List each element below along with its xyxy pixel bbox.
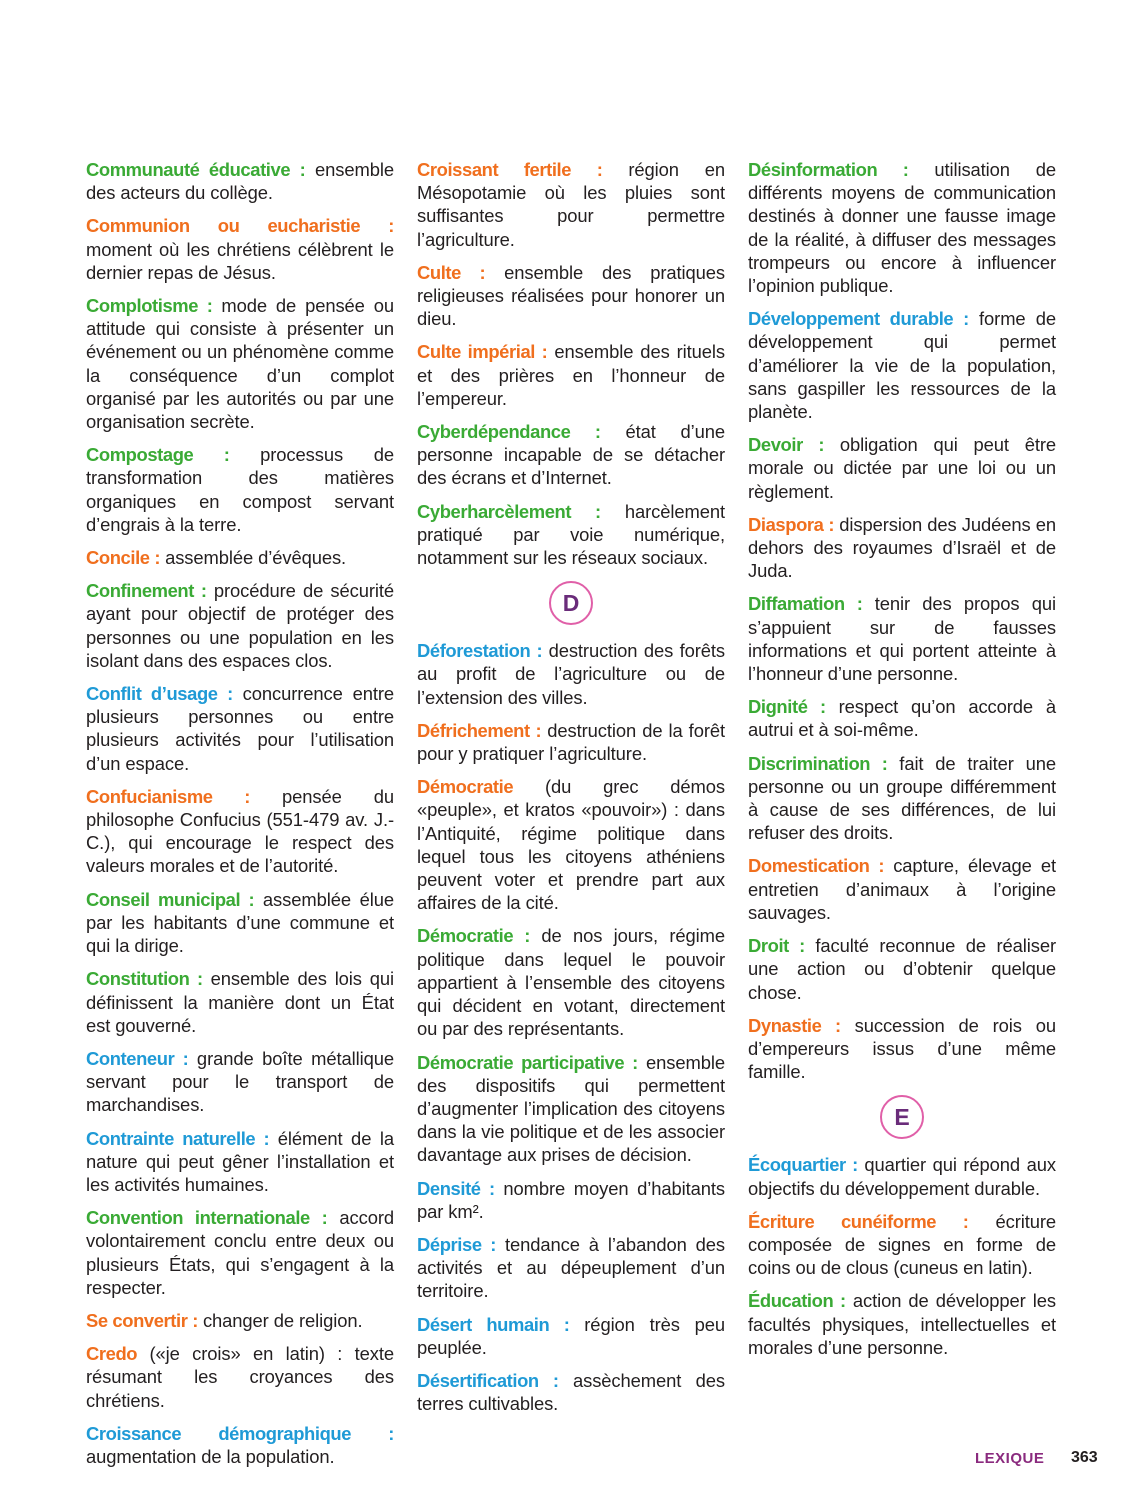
glossary-term: Écriture cunéiforme :: [748, 1210, 969, 1232]
glossary-entry: [86, 785, 394, 878]
glossary-entry: [417, 924, 725, 1040]
glossary-entry: [748, 433, 1056, 503]
glossary-definition: ensemble des dispositifs qui permettent d’augmenter l’implication des citoyens dans la vie politique et de les associer davantage aux prises de décision.: [417, 1051, 725, 1166]
glossary-entry: [417, 719, 725, 765]
glossary-entry: [748, 695, 1056, 741]
glossary-definition: tendance à l’abandon des activités et au dépeuplement d’un territoire.: [417, 1233, 725, 1302]
glossary-entry: [748, 158, 1056, 297]
glossary-definition: destruction des forêts au profit de l’agriculture ou de l’extension des villes.: [417, 640, 725, 708]
glossary-definition: mode de pensée ou attitude qui consiste à présenter un événement ou un phénomène comme la conséquence d’un complot organisé par les autorités ou par une organisation secrète.: [86, 295, 394, 433]
glossary-term: Déforestation :: [417, 640, 543, 662]
glossary-definition: dispersion des Judéens en dehors des royaumes d’Israël et de Juda.: [748, 513, 1056, 582]
glossary-definition: région très peu peuplée.: [417, 1313, 725, 1358]
glossary-term: Cyberdépendance :: [417, 421, 601, 443]
glossary-term: Conteneur :: [86, 1047, 189, 1069]
glossary-term: Diffamation :: [748, 593, 863, 615]
glossary-entry: [417, 1313, 725, 1359]
glossary-entry: [86, 1127, 394, 1197]
glossary-entry: [86, 546, 394, 569]
glossary-term: Dignité :: [748, 696, 826, 718]
glossary-term: Écoquartier :: [748, 1154, 858, 1176]
glossary-entry: [748, 1153, 1056, 1199]
glossary-entry: [86, 579, 394, 672]
glossary-entry: [748, 854, 1056, 924]
glossary-term: Confucianisme :: [86, 785, 251, 807]
glossary-entry: [86, 443, 394, 536]
glossary-definition: accord volontairement conclu entre deux ou plusieurs États, qui s’engagent à la respecter.: [86, 1207, 395, 1298]
page-number: 363: [1071, 1449, 1098, 1466]
glossary-term: Croissance démographique :: [86, 1422, 394, 1444]
glossary-term: Désinformation :: [748, 159, 909, 180]
glossary-entry: [86, 1422, 394, 1468]
glossary-entry: [86, 1047, 394, 1117]
glossary-term: Compostage :: [86, 444, 230, 466]
glossary-term: Démocratie: [417, 776, 514, 798]
glossary-entry: [86, 1206, 394, 1299]
glossary-definition: processus de transformation des matières organiques en compost servant d’engrais à la terre.: [86, 444, 394, 535]
glossary-definition: ensemble des acteurs du collège.: [86, 159, 394, 204]
letter-heading: D: [549, 581, 593, 625]
glossary-entry: [417, 1177, 725, 1223]
glossary-term: Éducation :: [748, 1290, 846, 1312]
glossary-definition: de nos jours, régime politique dans lequel le pouvoir appartient à l’ensemble des citoyens qui décident en votant, directement ou par des représentants.: [417, 925, 725, 1040]
glossary-entry: [748, 752, 1056, 845]
glossary-definition: élément de la nature qui peut gêner l’installation et les activités humaines.: [86, 1127, 394, 1195]
glossary-entry: [417, 500, 725, 570]
glossary-definition: harcèlement pratiqué par voie numérique, notamment sur les réseaux sociaux.: [417, 500, 725, 569]
glossary-definition: respect qu’on accorde à autrui et à soi-même.: [748, 696, 1056, 741]
glossary-entry: [86, 1342, 394, 1412]
glossary-term: Conflit d’usage :: [86, 683, 233, 705]
letter-heading: E: [880, 1095, 924, 1139]
glossary-entry: [86, 1309, 394, 1332]
glossary-term: Convention internationale :: [86, 1207, 328, 1229]
glossary-definition: utilisation de différents moyens de communication destinés à donner une fausse image de la réalité, à diffuser des messages trompeurs ou encore à influencer l’opinion publique.: [748, 159, 1056, 297]
glossary-definition: quartier qui répond aux objectifs du développement durable.: [748, 1154, 1057, 1199]
glossary-definition: état d’une personne incapable de se détacher des écrans et d’Internet.: [417, 421, 726, 489]
glossary-term: Concile :: [86, 547, 161, 569]
glossary-definition: action de développer les facultés physiques, intellectuelles et morales d’une personne.: [748, 1290, 1056, 1358]
glossary-term: Conseil municipal :: [86, 888, 255, 910]
glossary-term: Dynastie :: [748, 1014, 841, 1036]
glossary-definition: succession de rois ou d’empereurs issus d’une même famille.: [748, 1014, 1056, 1083]
glossary-term: Domestication :: [748, 855, 885, 877]
glossary-definition: obligation qui peut être morale ou dictée par une loi ou un règlement.: [748, 434, 1056, 502]
glossary-term: Discrimination :: [748, 752, 888, 774]
glossary-entry: [748, 513, 1056, 583]
glossary-term: Désertification :: [417, 1369, 559, 1391]
glossary-entry: [748, 1014, 1056, 1084]
glossary-definition: capture, élevage et entretien d’animaux à l’origine sauvages.: [748, 855, 1056, 923]
glossary-term: Croissant fertile :: [417, 159, 603, 180]
glossary-definition: assemblée d’évêques.: [160, 547, 347, 569]
glossary-entry: [748, 1289, 1056, 1359]
glossary-term: Diaspora :: [748, 513, 835, 535]
glossary-term: Culte :: [417, 261, 486, 283]
glossary-term: Culte impérial :: [417, 341, 548, 363]
glossary-term: Constitution :: [86, 968, 203, 990]
glossary-term: Devoir :: [748, 434, 825, 456]
glossary-definition: forme de développement qui permet d’améliorer la vie de la population, sans gaspiller les ressources de la planète.: [748, 308, 1056, 423]
glossary-definition: région en Mésopotamie où les pluies sont suffisantes pour permettre l’agriculture.: [417, 159, 725, 250]
glossary-entry: [417, 261, 725, 331]
glossary-definition: ensemble des pratiques religieuses réalisées pour honorer un dieu.: [417, 261, 725, 330]
glossary-definition: fait de traiter une personne ou un groupe différemment à cause de ses différences, de lui refuser des droits.: [748, 752, 1056, 844]
glossary-definition: nombre moyen d’habitants par km².: [417, 1177, 725, 1222]
glossary-definition: («je crois» en latin) : texte résumant les croyances des chrétiens.: [86, 1343, 394, 1411]
glossary-term: Se convertir :: [86, 1309, 198, 1331]
glossary-definition: ensemble des rituels et des prières en l’honneur de l’empereur.: [417, 341, 725, 409]
glossary-entry: [86, 888, 394, 958]
glossary-column-2: [417, 158, 725, 1425]
glossary-entry: [417, 639, 725, 709]
glossary-definition: assemblée élue par les habitants d’une commune et qui la dirige.: [86, 888, 394, 957]
glossary-entry: [86, 682, 394, 775]
glossary-definition: tenir des propos qui s’appuient sur de fausses informations et qui portent atteinte à l’honneur d’une personne.: [748, 593, 1056, 685]
glossary-entry: [86, 158, 394, 204]
glossary-term: Confinement :: [86, 580, 207, 602]
glossary-entry: [417, 1051, 725, 1167]
glossary-entry: [417, 420, 725, 490]
glossary-entry: [748, 592, 1056, 685]
glossary-term: Cyberharcèlement :: [417, 500, 601, 522]
glossary-term: Communion ou eucharistie :: [86, 215, 394, 237]
glossary-definition: écriture composée de signes en forme de coins ou de clous (cuneus en latin).: [748, 1210, 1056, 1279]
glossary-column-1: [86, 158, 394, 1478]
glossary-entry: [748, 307, 1056, 423]
glossary-definition: changer de religion.: [197, 1309, 363, 1331]
glossary-entry: [748, 1210, 1056, 1280]
glossary-entry: [748, 934, 1056, 1004]
glossary-definition: (du grec démos «peuple», et kratos «pouvoir») : dans l’Antiquité, régime politique dans lequel tous les citoyens athéniens peuvent voter et prendre part aux affaires de la cité.: [417, 776, 725, 914]
glossary-entry: [86, 294, 394, 433]
glossary-entry: [417, 1369, 725, 1415]
glossary-definition: moment où les chrétiens célèbrent le dernier repas de Jésus.: [86, 238, 394, 283]
glossary-term: Credo: [86, 1343, 138, 1365]
glossary-term: Désert humain :: [417, 1313, 570, 1335]
glossary-term: Démocratie :: [417, 925, 530, 947]
glossary-term: Droit :: [748, 935, 805, 957]
glossary-definition: augmentation de la population.: [86, 1445, 335, 1467]
glossary-entry: [417, 775, 725, 914]
glossary-term: Défrichement :: [417, 719, 542, 741]
glossary-column-3: [748, 158, 1056, 1369]
glossary-term: Déprise :: [417, 1233, 497, 1255]
glossary-entry: [86, 214, 394, 284]
glossary-term: Développement durable :: [748, 308, 969, 330]
glossary-definition: faculté reconnue de réaliser une action ou d’obtenir quelque chose.: [748, 935, 1056, 1003]
glossary-entry: [417, 158, 725, 251]
section-label: LEXIQUE: [975, 1450, 1045, 1467]
glossary-definition: assèchement des terres cultivables.: [417, 1369, 726, 1415]
glossary-term: Contrainte naturelle :: [86, 1127, 270, 1149]
glossary-term: Démocratie participative :: [417, 1051, 638, 1073]
glossary-definition: grande boîte métallique servant pour le transport de marchandises.: [86, 1047, 394, 1116]
glossary-definition: concurrence entre plusieurs personnes ou entre plusieurs activités pour l’utilisation d’un espace.: [86, 683, 394, 774]
glossary-definition: ensemble des lois qui définissent la manière dont un État est gouverné.: [86, 968, 394, 1036]
glossary-entry: [417, 340, 725, 410]
glossary-definition: procédure de sécurité ayant pour objectif de protéger des personnes ou une population en les isolant dans des espaces clos.: [86, 580, 395, 671]
glossary-term: Communauté éducative :: [86, 159, 306, 180]
glossary-entry: [417, 1233, 725, 1303]
glossary-term: Densité :: [417, 1177, 495, 1199]
glossary-definition: destruction de la forêt pour y pratiquer l’agriculture.: [417, 719, 725, 765]
glossary-entry: [86, 967, 394, 1037]
glossary-term: Complotisme :: [86, 295, 213, 317]
glossary-definition: pensée du philosophe Confucius (551-479 av. J.-C.), qui encourage le respect des valeurs morales et de l’autorité.: [86, 785, 395, 877]
